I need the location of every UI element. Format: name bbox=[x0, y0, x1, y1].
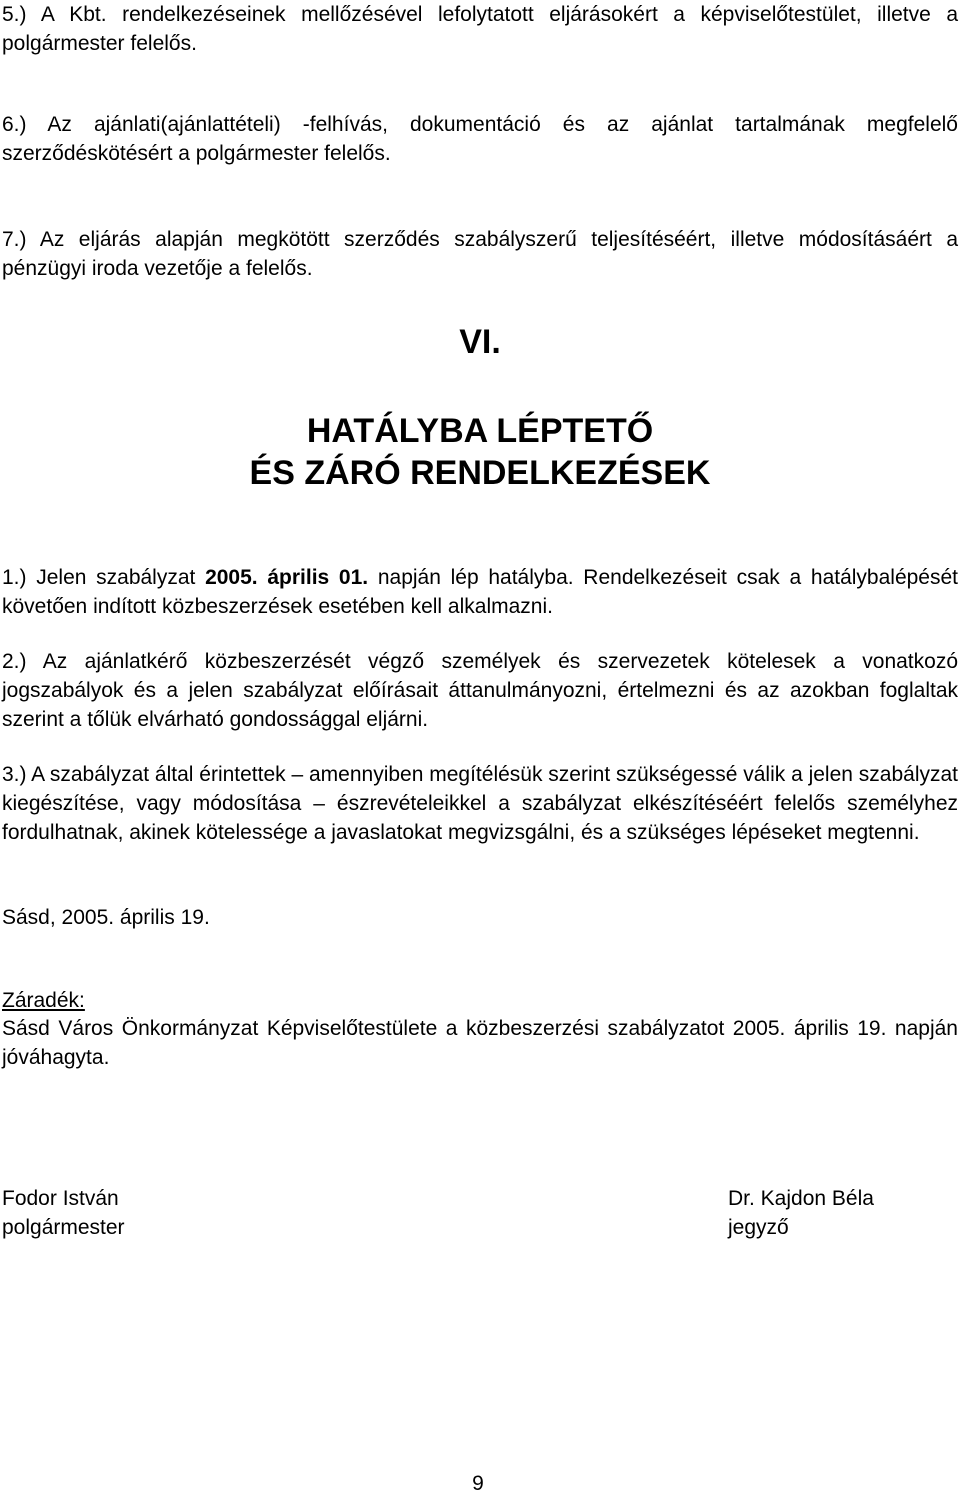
section-title-line2: ÉS ZÁRÓ RENDELKEZÉSEK bbox=[249, 454, 711, 492]
signature-right bbox=[728, 1184, 874, 1242]
closing-paragraph-1 bbox=[2, 563, 958, 621]
section-title-line1: HATÁLYBA LÉPTETŐ bbox=[306, 412, 654, 450]
paragraph-6: 6.) Az ajánlati(ajánlattételi) -felhívás, dokumentáció és az ajánlat tartalmának megfelelő szerződéskötésért a polgármester felelős. bbox=[2, 113, 958, 165]
section-number: VI. bbox=[459, 323, 501, 361]
clause-label bbox=[2, 986, 958, 1015]
clause-label-text: Záradék: bbox=[2, 989, 85, 1012]
signature-left-name: Fodor István bbox=[2, 1187, 119, 1210]
clause-text: Sásd Város Önkormányzat Képviselőtestülete a közbeszerzési szabályzatot 2005. április 19. napján jóváhagyta. bbox=[2, 1017, 958, 1069]
signature-left bbox=[2, 1184, 125, 1242]
closing-paragraph-2: 2.) Az ajánlatkérő közbeszerzését végző személyek és szervezetek kötelesek a vonatkozó jogszabályok és a jelen szabályzat előírásait áttanulmányozni, értelmezni és az azokban foglaltak szerint a tőlük elvárható gondossággal eljárni. bbox=[2, 650, 958, 731]
signature-right-title: jegyző bbox=[728, 1216, 789, 1239]
signature-left-title: polgármester bbox=[2, 1216, 125, 1239]
closing-1-suffix: napján lép hatályba. Rendelkezéseit csak a hatálybalépését követően indított közbeszerzések esetében kell alkalmazni. bbox=[2, 566, 959, 618]
page-number: 9 bbox=[472, 1472, 484, 1495]
closing-1-effective-date: 2005. április 01. bbox=[205, 566, 369, 589]
closing-paragraph-3: 3.) A szabályzat által érintettek – amennyiben megítélésük szerint szükségessé válik a jelen szabályzat kiegészítése, vagy módosítása – észrevételeikkel a szabályzat elkészítéséért felelős személyhez fordulhatnak, akinek kötelessége a javaslatokat megvizsgálni, és a szükséges lépéseket megtenni. bbox=[2, 763, 959, 844]
place-date: Sásd, 2005. április 19. bbox=[2, 906, 210, 929]
paragraph-5: 5.) A Kbt. rendelkezéseinek mellőzésével lefolytatott eljárásokért a képviselőtestület, illetve a polgármester felelős. bbox=[2, 3, 958, 55]
signature-right-name: Dr. Kajdon Béla bbox=[728, 1187, 874, 1210]
closing-1-prefix: 1.) Jelen szabályzat bbox=[2, 566, 206, 589]
paragraph-7: 7.) Az eljárás alapján megkötött szerződés szabályszerű teljesítéséért, illetve módosításáért a pénzügyi iroda vezetője a felelős. bbox=[2, 228, 958, 280]
